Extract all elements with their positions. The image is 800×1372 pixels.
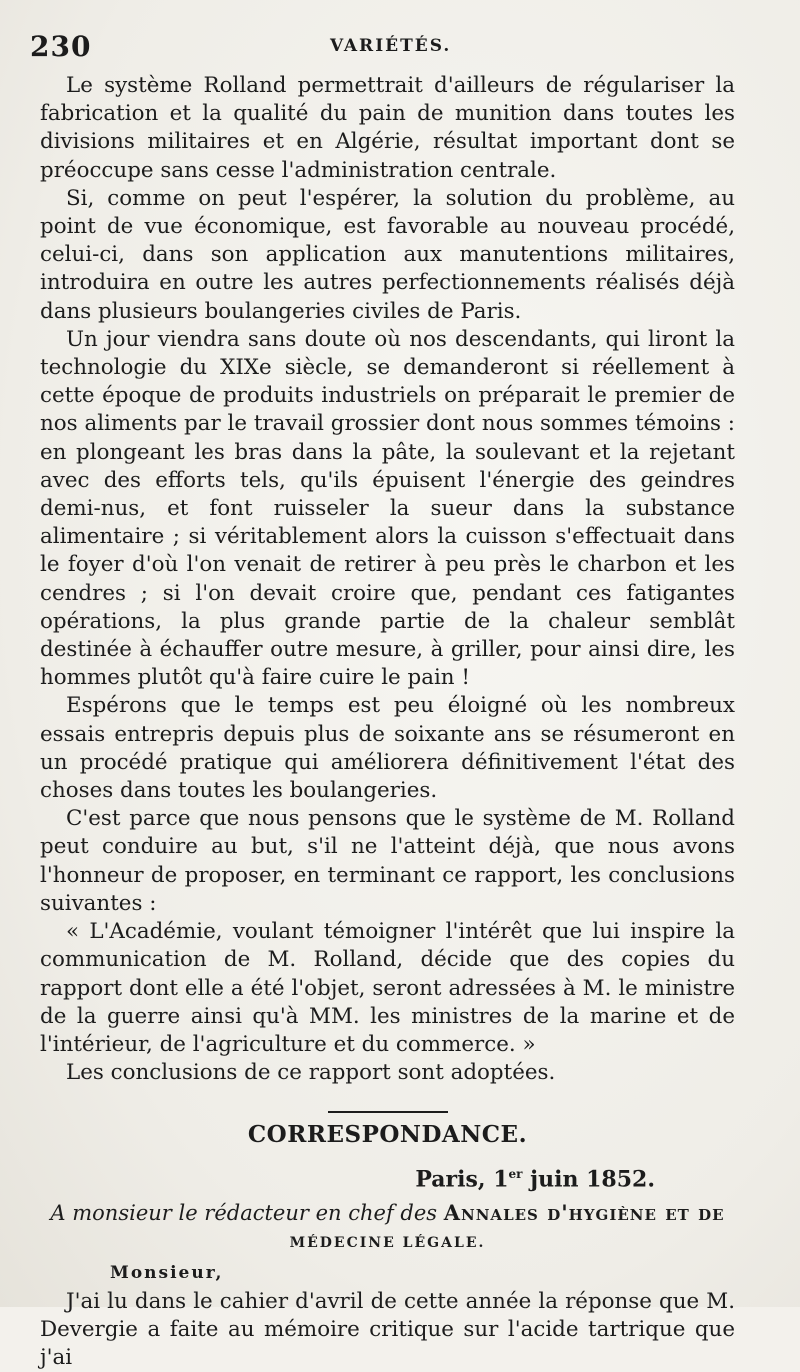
section-title: CORRESPONDANCE. — [247, 1121, 528, 1149]
page-number: 230 — [30, 30, 92, 63]
running-head — [30, 30, 770, 63]
running-title: VARIÉTÉS. — [330, 36, 452, 56]
section-divider — [328, 1111, 448, 1113]
dateline-prefix: Paris, 1 — [415, 1165, 509, 1192]
body-text — [40, 72, 735, 1372]
addressee — [40, 1199, 735, 1227]
paragraph-2: Si, comme on peut l'espérer, la solution du problème, au point de vue économique, est favorable au nouveau procédé, celui-ci, dans son application aux manutentions militaires, introduira en outre les autres perfectionnements réalisés déjà dans plusieurs boulangeries civiles de Paris. — [40, 185, 735, 324]
dateline-sup: er — [508, 1166, 523, 1181]
letter-body — [40, 1288, 735, 1372]
dateline-suffix: juin 1852. — [522, 1165, 655, 1192]
dateline — [40, 1160, 735, 1194]
salutation: Monsieur, — [110, 1263, 224, 1284]
paragraph-4: Espérons que le temps est peu éloigné où les nombreux essais entrepris depuis plus de soixante ans se résumeront en un procédé pratique qui améliorera définitivement l'état des choses dans toutes les boulangeries. — [40, 693, 735, 804]
addressee-line-2: MÉDECINE LÉGALE. — [289, 1235, 486, 1252]
letter-paragraph: J'ai lu dans le cahier d'avril de cette année la réponse que M. Devergie a faite au mémoire critique sur l'acide tartrique que j'ai — [40, 1288, 735, 1371]
paragraph-7: Les conclusions de ce rapport sont adoptées. — [66, 1060, 556, 1086]
paragraph-3: Un jour viendra sans doute où nos descendants, qui liront la technologie du XIXe siècle, se demanderont si réellement à cette époque de produits industriels on préparait le premier de nos aliments par le travail grossier dont nous sommes témoins : en plongeant les bras dans la pâte, la soulevant et la rejetant avec des efforts tels, qu'ils épuisent l'énergie des geindres demi-nus, et font ruisseler la sueur dans la substance alimentaire ; si véritablement alors la cuisson s'effectuait dans le foyer d'où l'on venait de retirer à peu près le charbon et les cendres ; si l'on devait croire que, pendant ces fatigantes opérations, la plus grande partie de la chaleur semblât destinée à échauffer outre mesure, à griller, pour ainsi dire, les hommes plutôt qu'à faire cuire le pain ! — [40, 326, 735, 691]
addressee-journal: Annales d'hygiène et de — [443, 1200, 725, 1226]
paragraph-5: C'est parce que nous pensons que le système de M. Rolland peut conduire au but, s'il ne l'atteint déjà, que nous avons l'honneur de proposer, en terminant ce rapport, les conclusions suivantes : — [40, 806, 735, 916]
paragraph-6: « L'Académie, voulant témoigner l'intérêt que lui inspire la communication de M. Rolland, décide que des copies du rapport dont elle a été l'objet, seront adressées à M. le ministre de la guerre ainsi qu'à MM. les ministres de la marine et de l'intérieur, de l'agriculture et du commerce. » — [40, 919, 735, 1057]
addressee-italic: A monsieur le rédacteur en chef des — [50, 1201, 444, 1226]
paragraph-1: Le système Rolland permettrait d'ailleurs de régulariser la fabrication et la qualité du pain de munition dans toutes les divisions militaires et en Algérie, résultat important dont se préoccupe sans cesse l'administration centrale. — [40, 73, 735, 183]
